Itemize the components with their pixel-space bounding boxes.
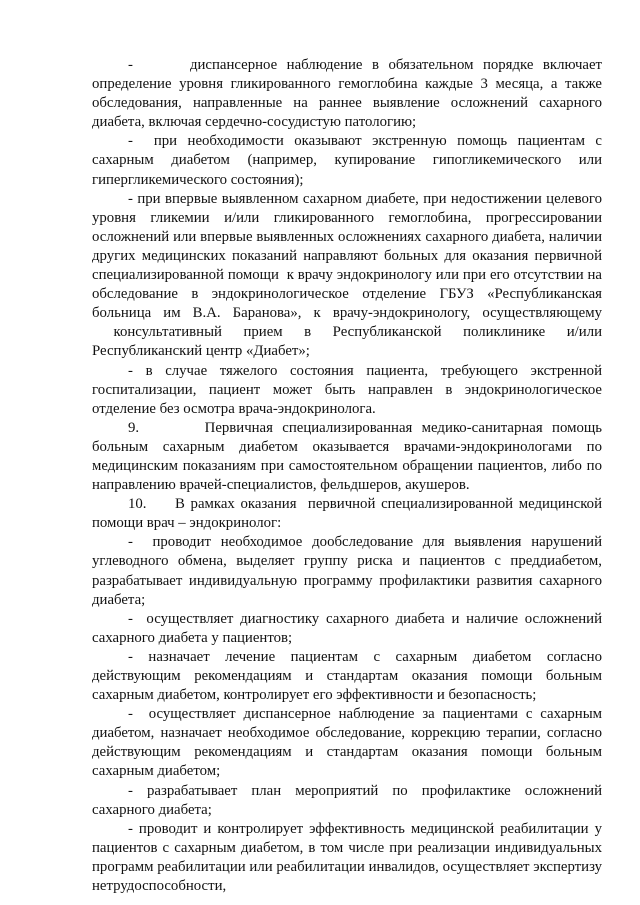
paragraph-prevention-plan: - разрабатывает план мероприятий по профилактике осложнений сахарного диабета; bbox=[92, 782, 602, 818]
paragraph-additional-examination: - проводит необходимое дообследование для выявления нарушений углеводного обмена, выделяет группу риска и пациентов с преддиабетом, разрабатывает индивидуальную программу профилактики развития сахарного диабета; bbox=[92, 534, 602, 608]
paragraph-item-9: 9. Первичная специализированная медико-санитарная помощь больным сахарным диабетом оказывается врачами-эндокринологами по медицинским показаниям при самостоятельном обращении пациентов, либо по направлению врачей-специалистов, фельдшеров, акушеров. bbox=[92, 419, 602, 494]
paragraph-severe-condition: - в случае тяжелого состояния пациента, требующего экстренной госпитализации, пациент может быть направлен в эндокринологическое отделение без осмотра врача-эндокринолога. bbox=[92, 362, 602, 417]
paragraph-diagnostics: - осуществляет диагностику сахарного диабета и наличие осложнений сахарного диабета у пациентов; bbox=[92, 610, 602, 646]
paragraph-emergency-help: - при необходимости оказывают экстренную помощь пациентам с сахарным диабетом (например, купирование гипогликемического или гипергликемического состояния); bbox=[92, 133, 602, 188]
paragraph-rehabilitation: - проводит и контролирует эффективность медицинской реабилитации у пациентов с сахарным диабетом, в том числе при реализации индивидуальных программ реабилитации или реабилитации инвалидов, осуществляет экспертизу нетрудоспособности, bbox=[92, 820, 602, 895]
paragraph-treatment: - назначает лечение пациентам с сахарным диабетом согласно действующим рекомендациям и стандартам оказания помощи больным сахарным диабетом, контролирует его эффективности и безопасность; bbox=[92, 648, 602, 704]
paragraph-newly-diagnosed-referral: - при впервые выявленном сахарном диабете, при недостижении целевого уровня гликемии и/или гликированного гемоглобина, прогрессировании осложнений или впервые выявленных осложнениях сахарного диабета, наличии других медицинских показаний направляют больных для оказания первичной специализированной помощи к врачу эндокринологу или при его отсутствии на обследование в эндокринологическое отделение ГБУЗ «Республиканская больница им В.А. Баранова», к врачу-эндокринологу, осуществляющему консультативный прием в Республиканской поликлинике и/или Республиканский центр «Диабет»; bbox=[92, 190, 602, 360]
document-body bbox=[92, 56, 602, 896]
paragraph-item-10: 10. В рамках оказания первичной специализированной медицинской помощи врач – эндокринолог: bbox=[92, 496, 602, 532]
paragraph-dispensary-observation: - диспансерное наблюдение в обязательном порядке включает определение уровня гликированного гемоглобина каждые 3 месяца, а также обследования, направленные на раннее выявление осложнений сахарного диабета, включая сердечно-сосудистую патологию; bbox=[92, 57, 602, 131]
paragraph-dispensary-monitoring: - осуществляет диспансерное наблюдение за пациентами с сахарным диабетом, назначает необходимое обследование, коррекцию терапии, согласно действующим рекомендациям и стандартам оказания помощи больным сахарным диабетом; bbox=[92, 706, 602, 780]
